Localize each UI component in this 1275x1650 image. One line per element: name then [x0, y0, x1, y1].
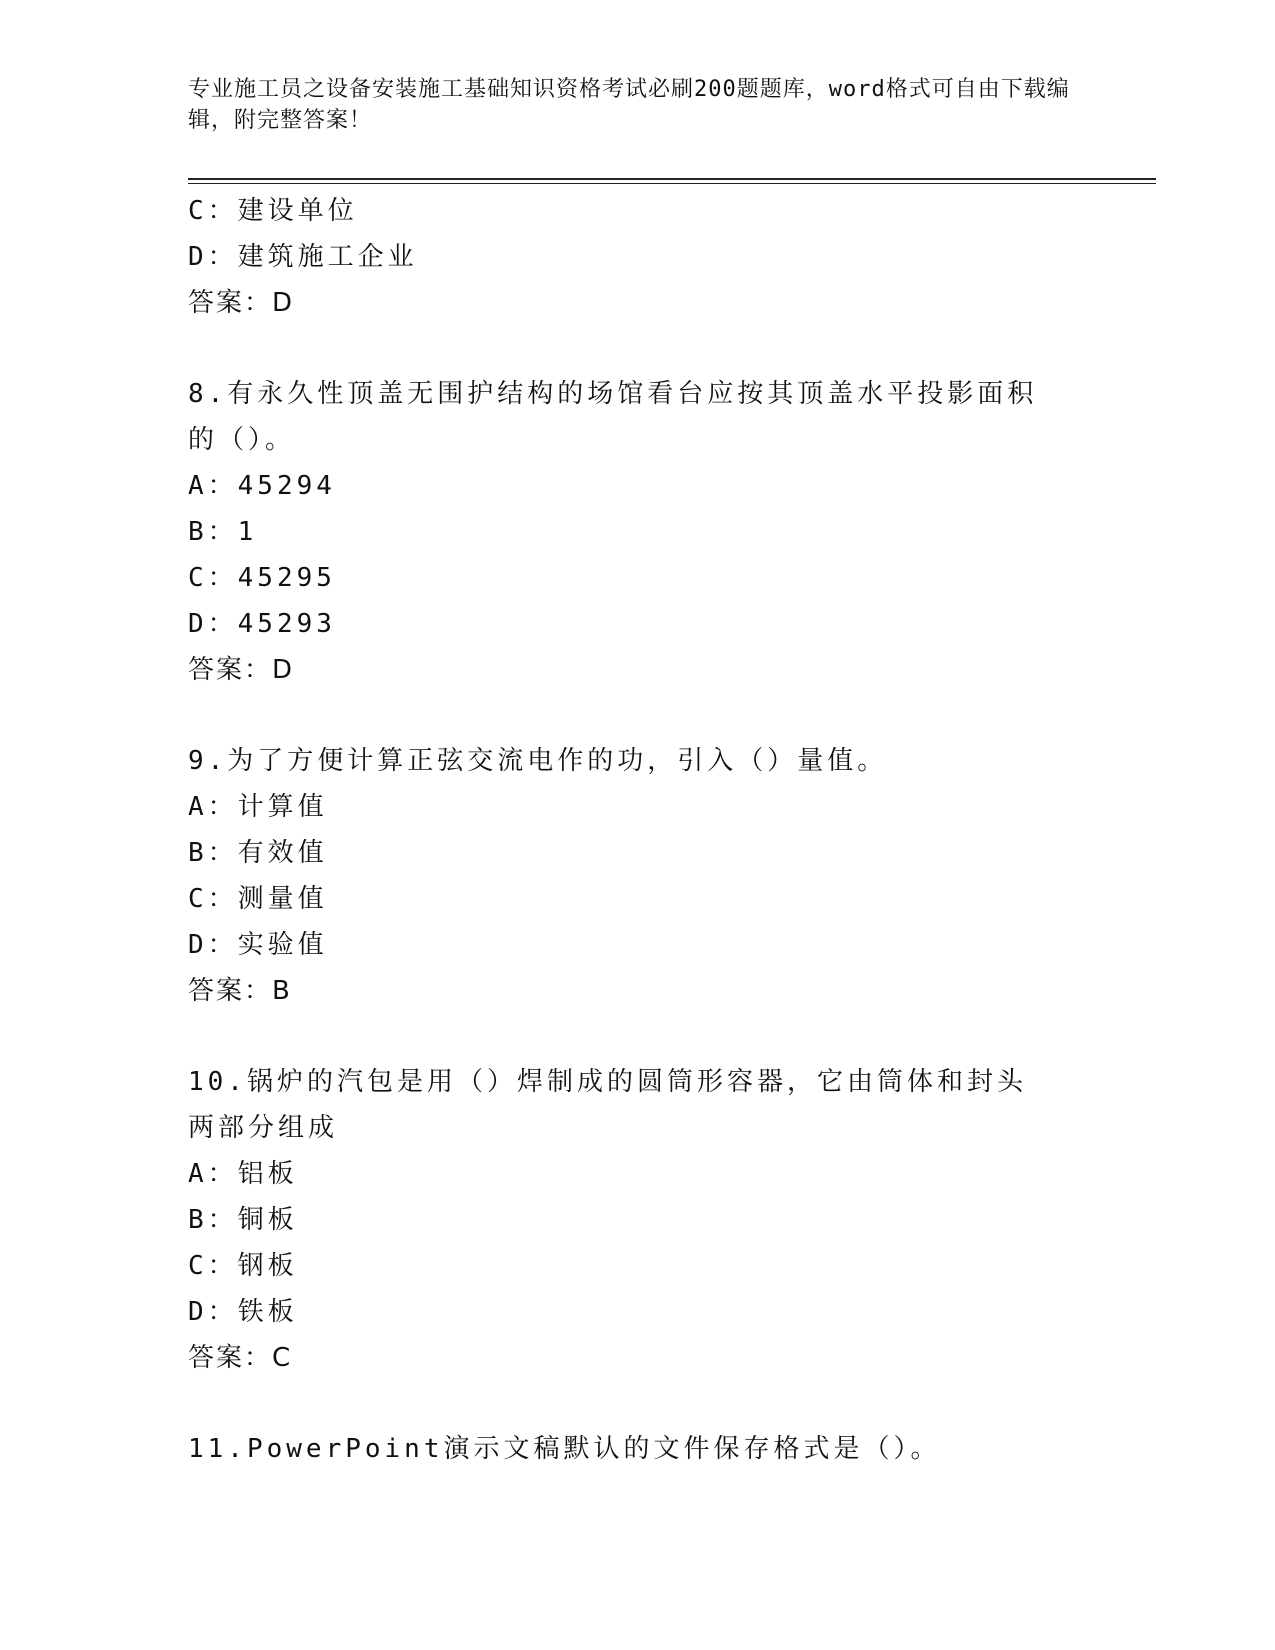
answer: 答案：C [188, 1343, 293, 1373]
question-text: 11.PowerPoint演示文稿默认的文件保存格式是（）。 [188, 1434, 941, 1464]
answer: 答案：D [188, 288, 295, 318]
option: C：建设单位 [188, 196, 358, 226]
option: D：45293 [188, 609, 336, 639]
option: A：铝板 [188, 1159, 298, 1189]
answer: 答案：B [188, 976, 292, 1006]
option: C：钢板 [188, 1251, 298, 1281]
question-list [188, 188, 1088, 1472]
option: C：测量值 [188, 884, 328, 914]
option: A：计算值 [188, 792, 328, 822]
option: D：铁板 [188, 1297, 298, 1327]
document-header: 专业施工员之设备安装施工基础知识资格考试必刷200题题库，word格式可自由下载编辑，附完整答案！ [188, 77, 1070, 133]
question-block [188, 371, 1088, 693]
option: B：1 [188, 517, 258, 547]
question-block [188, 188, 1088, 326]
option: B：铜板 [188, 1205, 298, 1235]
option: C：45295 [188, 563, 336, 593]
answer: 答案：D [188, 655, 295, 685]
option: D：实验值 [188, 930, 328, 960]
question-block [188, 1426, 1088, 1472]
option: B：有效值 [188, 838, 328, 868]
option: A：45294 [188, 471, 336, 501]
question-text: 8.有永久性顶盖无围护结构的场馆看台应按其顶盖水平投影面积的（）。 [188, 379, 1038, 455]
header-rule-thick [188, 178, 1156, 180]
option: D：建筑施工企业 [188, 242, 418, 272]
question-block [188, 738, 1088, 1014]
question-block [188, 1059, 1088, 1381]
question-text: 10.锅炉的汽包是用（）焊制成的圆筒形容器，它由筒体和封头两部分组成 [188, 1067, 1027, 1143]
header-rule-thin [188, 183, 1156, 184]
question-text: 9.为了方便计算正弦交流电作的功，引入（）量值。 [188, 746, 888, 776]
